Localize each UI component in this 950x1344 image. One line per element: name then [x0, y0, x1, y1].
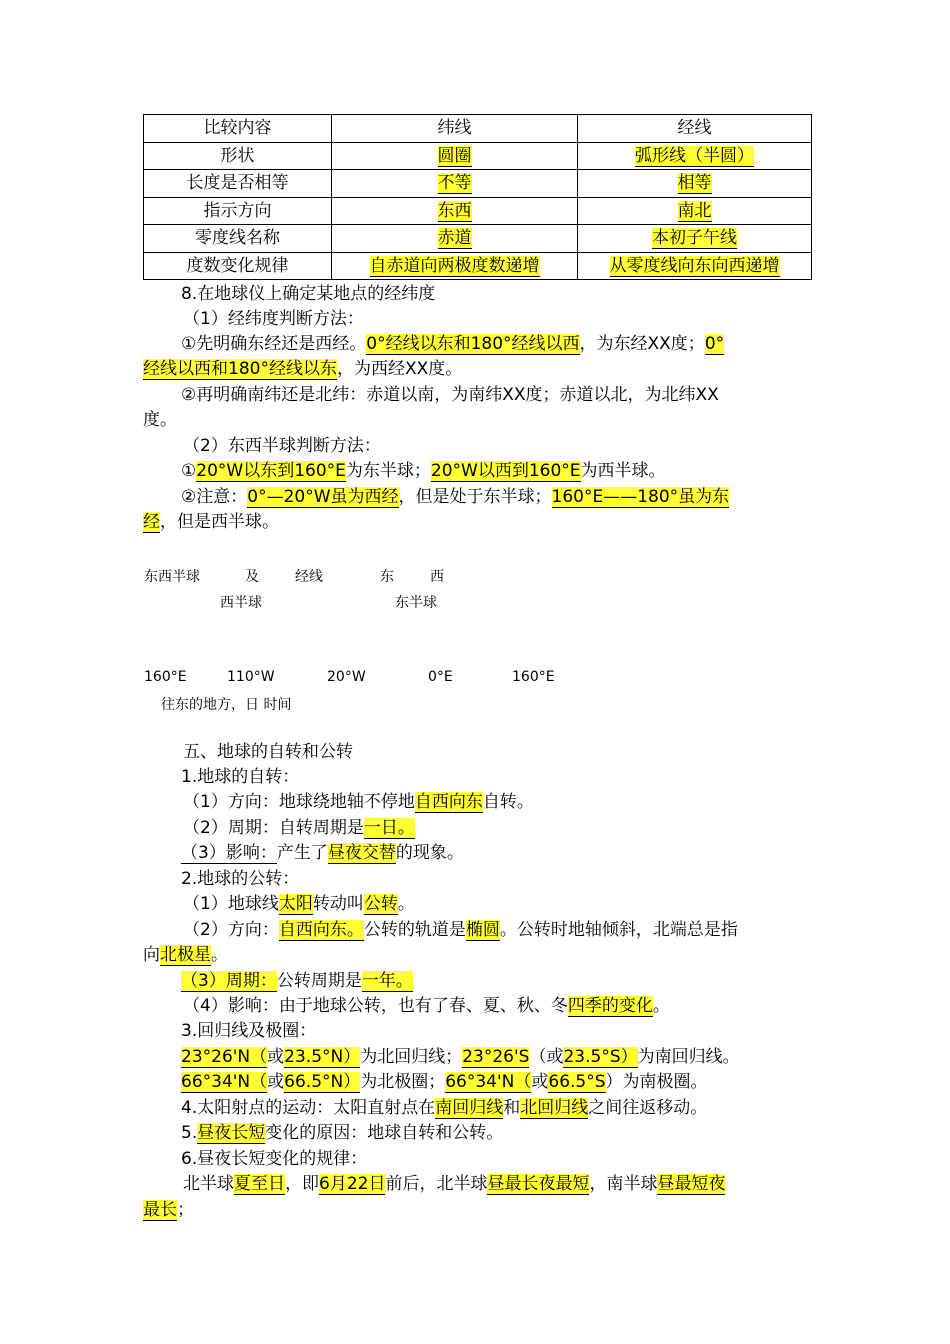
- highlight: 23°26'N（: [181, 1047, 268, 1067]
- table-cell: [332, 252, 578, 280]
- highlight: 23.5°N）: [284, 1047, 361, 1067]
- highlight: 0°—20°W虽为西经: [247, 487, 399, 507]
- table-cell: [332, 170, 578, 198]
- table-row: [144, 197, 812, 225]
- highlight: 不等: [437, 173, 472, 194]
- highlight: 160°E——180°虽为东: [551, 487, 730, 507]
- text: （4）影响：由于地球公转，也有了春、夏、秋、冬: [183, 996, 568, 1016]
- text: 公转的轨道是: [363, 920, 466, 940]
- text: ，为东经XX度；: [579, 334, 705, 354]
- text: ，即: [285, 1174, 319, 1194]
- text: 或: [267, 1047, 285, 1067]
- highlight: 自西向东: [414, 792, 483, 812]
- text: 之间往返移动。: [588, 1098, 708, 1118]
- text: （3）影响：: [181, 843, 277, 863]
- text: ，但是西半球。: [160, 512, 279, 532]
- paragraph: [183, 1172, 725, 1197]
- text: 为北极圈；: [360, 1072, 446, 1092]
- highlight: 昼夜交替: [327, 843, 396, 863]
- paragraph: [181, 459, 666, 484]
- paragraph: 2.地球的公转：: [181, 869, 300, 889]
- text: ，为西经XX度。: [336, 359, 463, 379]
- highlight: 经: [143, 512, 160, 532]
- text: 或: [531, 1072, 549, 1092]
- paragraph: [181, 1096, 707, 1121]
- text: ）为南极圈。: [605, 1072, 708, 1092]
- table-cell: 长度是否相等: [144, 170, 332, 198]
- highlight: （3）周期：: [181, 971, 277, 991]
- comparison-table: [143, 114, 812, 280]
- table-header-cell: 经线: [578, 115, 812, 143]
- paragraph: [181, 841, 464, 866]
- table-cell: [578, 170, 812, 198]
- text: 转动叫: [312, 894, 364, 914]
- text: 向: [143, 945, 160, 965]
- text: 产生了: [276, 843, 328, 863]
- highlight: 一日。: [363, 818, 415, 838]
- diagram-label: 110°W: [227, 669, 275, 685]
- paragraph: [181, 332, 724, 357]
- highlight: 公转: [363, 894, 398, 914]
- highlight: 本初子午线: [652, 228, 737, 249]
- text: 的现象。: [395, 843, 464, 863]
- highlight: 23.5°S）: [563, 1047, 638, 1067]
- highlight: 昼夜长短: [197, 1123, 266, 1143]
- table-cell: 零度线名称: [144, 225, 332, 253]
- diagram-label: 东: [380, 569, 394, 585]
- highlight: 赤道: [437, 228, 472, 249]
- table-cell: [332, 225, 578, 253]
- diagram-label: 西: [430, 569, 444, 585]
- text: 4.太阳射点的运动：太阳直射点在: [181, 1098, 436, 1118]
- diagram-label: 160°E: [512, 669, 555, 685]
- highlight: 南北: [677, 200, 712, 221]
- highlight: 东西: [437, 200, 472, 221]
- paragraph: [181, 1070, 708, 1095]
- highlight: 南回归线: [435, 1098, 504, 1118]
- text: 。: [211, 945, 228, 965]
- text: （2）方向：: [183, 920, 279, 940]
- table-row: [144, 252, 812, 280]
- table-cell: 度数变化规律: [144, 252, 332, 280]
- paragraph: [183, 994, 670, 1019]
- table-cell: [578, 197, 812, 225]
- text: ①先明确东经还是西经。: [181, 334, 367, 354]
- highlight: 66°34'N（: [445, 1072, 532, 1092]
- highlight: 昼最短夜: [657, 1174, 726, 1194]
- highlight: 椭圆: [465, 920, 500, 940]
- table-cell: [578, 225, 812, 253]
- table-cell: 形状: [144, 142, 332, 170]
- text: 或: [267, 1072, 285, 1092]
- highlight: 66.5°N）: [284, 1072, 361, 1092]
- highlight: 经线以西和180°经线以东: [143, 359, 337, 379]
- table-row: [144, 115, 812, 143]
- text: （1）地球线: [183, 894, 279, 914]
- text: 为东半球；: [345, 461, 431, 481]
- table-cell: 指示方向: [144, 197, 332, 225]
- text: 为南回归线。: [637, 1047, 740, 1067]
- highlight: 太阳: [278, 894, 313, 914]
- text: （或: [529, 1047, 564, 1067]
- paragraph: ②再明确南纬还是北纬：赤道以南，为南纬XX度；赤道以北，为北纬XX: [181, 385, 719, 405]
- diagram-label: 0°E: [428, 669, 453, 685]
- highlight: 夏至日: [234, 1174, 285, 1194]
- highlight: 23°26'S: [462, 1047, 530, 1067]
- diagram-label: 160°E: [144, 669, 187, 685]
- text: ，但是处于东半球；: [398, 487, 552, 507]
- text: （1）方向：地球绕地轴不停地: [183, 792, 415, 812]
- text: 为西半球。: [580, 461, 666, 481]
- text: 5.: [181, 1123, 198, 1143]
- paragraph: 1.地球的自转：: [181, 767, 300, 787]
- highlight: 从零度线向东向西递增: [609, 255, 780, 276]
- table-cell: [578, 142, 812, 170]
- section-heading: 五、地球的自转和公转: [183, 742, 353, 762]
- paragraph: [181, 969, 413, 994]
- diagram-label: 西半球: [220, 595, 262, 611]
- highlight: 0°经线以东和180°经线以西: [366, 334, 580, 354]
- highlight: 北回归线: [520, 1098, 589, 1118]
- highlight: 66°34'N（: [181, 1072, 268, 1092]
- highlight: 一年。: [361, 971, 413, 991]
- diagram-label: 20°W: [327, 669, 366, 685]
- highlight: 66.5°S: [548, 1072, 606, 1092]
- table-row: [144, 225, 812, 253]
- paragraph: 3.回归线及极圈：: [181, 1021, 317, 1041]
- diagram-label: 往东的地方，日 时间: [161, 697, 292, 713]
- text: 变化的原因：地球自转和公转。: [265, 1123, 504, 1143]
- highlight: 圆圈: [437, 145, 472, 166]
- highlight: 最长: [143, 1200, 177, 1220]
- diagram-label: 及: [245, 569, 259, 585]
- highlight: 0°: [704, 334, 725, 354]
- highlight: 自西向东。: [278, 920, 364, 940]
- paragraph: [181, 485, 729, 510]
- paragraph: [183, 918, 738, 943]
- text: 为北回归线；: [360, 1047, 463, 1067]
- text: 。: [652, 996, 670, 1016]
- paragraph: [143, 510, 279, 535]
- paragraph: [183, 790, 534, 815]
- table-row: [144, 170, 812, 198]
- paragraph: [143, 357, 462, 382]
- table-header-cell: 纬线: [332, 115, 578, 143]
- text: ，南半球: [589, 1174, 658, 1194]
- highlight: 弧形线（半圆）: [635, 145, 754, 166]
- text: ②注意：: [181, 487, 248, 507]
- highlight: 四季的变化: [567, 996, 653, 1016]
- paragraph: [183, 816, 415, 841]
- paragraph: 6.昼夜长短变化的规律：: [181, 1149, 368, 1169]
- paragraph: [143, 1198, 194, 1223]
- paragraph: 8.在地球仪上确定某地点的经纬度: [181, 284, 436, 304]
- text: 北半球: [183, 1174, 234, 1194]
- text: （2）周期：自转周期是: [183, 818, 364, 838]
- highlight: 6月22日: [319, 1174, 386, 1194]
- table-cell: [578, 252, 812, 280]
- diagram-label: 东半球: [395, 595, 437, 611]
- text: ；: [177, 1200, 194, 1220]
- table-cell: [332, 142, 578, 170]
- highlight: 自赤道向两极度数递增: [369, 255, 540, 276]
- highlight: 昼最长夜最短: [487, 1174, 590, 1194]
- paragraph: 度。: [143, 410, 177, 430]
- highlight: 北极星: [160, 945, 211, 965]
- diagram-label: 东西半球: [144, 569, 200, 585]
- highlight: 相等: [677, 173, 712, 194]
- table-row: [144, 142, 812, 170]
- text: 和: [503, 1098, 521, 1118]
- paragraph: （2）东西半球判断方法：: [183, 436, 381, 456]
- paragraph: [143, 943, 228, 968]
- table-cell: [332, 197, 578, 225]
- text: ①: [181, 461, 197, 481]
- text: 公转周期是: [276, 971, 362, 991]
- paragraph: （1）经纬度判断方法：: [183, 309, 364, 329]
- text: 自转。: [482, 792, 534, 812]
- text: 前后，北半球: [385, 1174, 488, 1194]
- text: 。公转时地轴倾斜，北端总是指: [499, 920, 738, 940]
- paragraph: [181, 1121, 503, 1146]
- highlight: 20°W以东到160°E: [196, 461, 346, 481]
- diagram-label: 经线: [295, 569, 323, 585]
- text: 。: [397, 894, 415, 914]
- paragraph: [183, 892, 415, 917]
- paragraph: [181, 1045, 740, 1070]
- highlight: 20°W以西到160°E: [430, 461, 581, 481]
- table-header-cell: 比较内容: [144, 115, 332, 143]
